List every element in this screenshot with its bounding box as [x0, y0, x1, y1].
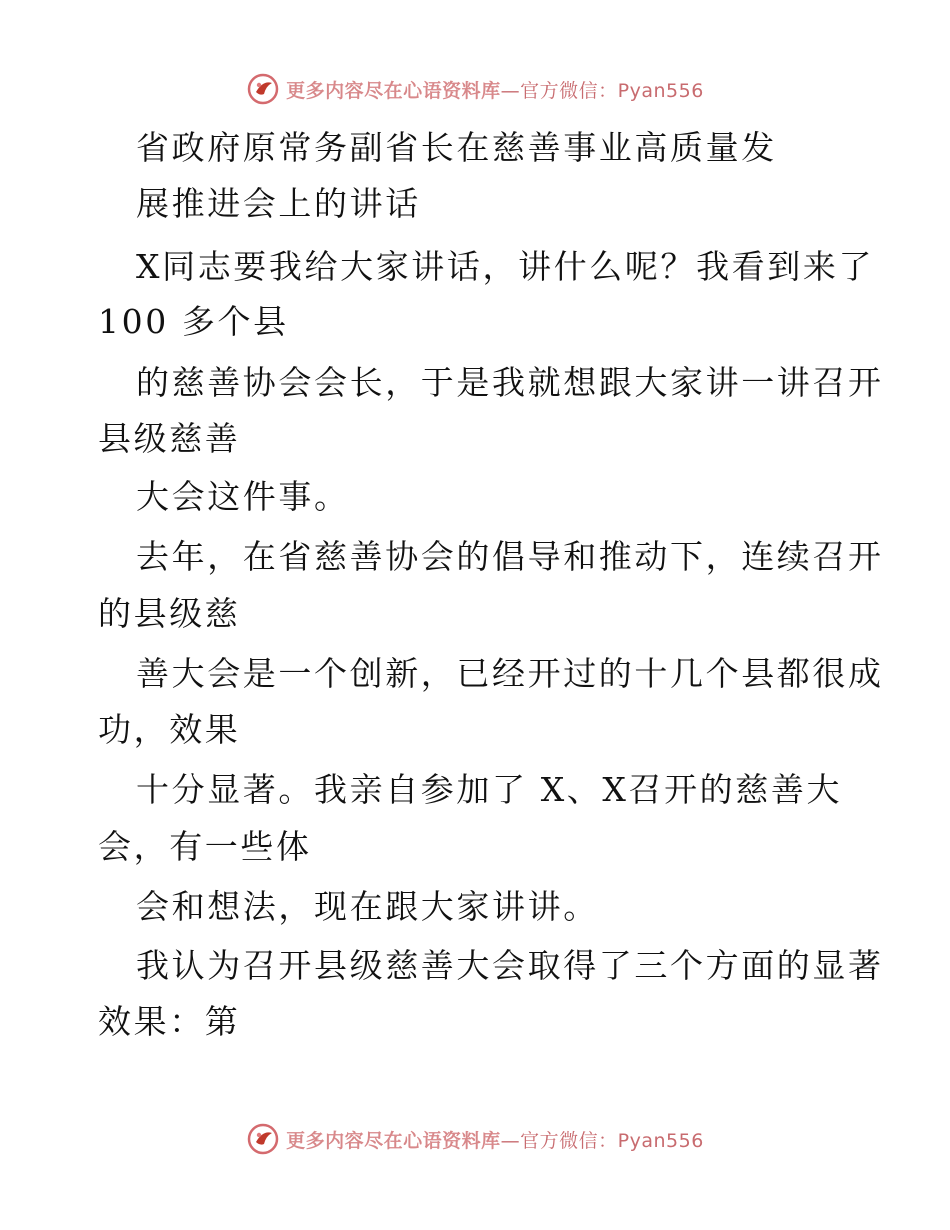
paragraph-line: 县级慈善 — [98, 419, 241, 458]
paragraph-line: 我认为召开县级慈善大会取得了三个方面的显著 — [136, 946, 884, 985]
paragraph-line: 大会这件事。 — [136, 477, 350, 516]
paragraph-line: 会和想法，现在跟大家讲讲。 — [136, 887, 599, 926]
brand-logo-icon — [246, 1122, 280, 1156]
title-line-2: 展推进会上的讲话 — [136, 184, 421, 223]
paragraph-line: 的慈善协会会长，于是我就想跟大家讲一讲召开 — [136, 363, 884, 402]
title-line-1: 省政府原常务副省长在慈善事业高质量发 — [136, 128, 777, 167]
paragraph-line: 会，有一些体 — [98, 827, 312, 866]
brand-logo-icon — [246, 72, 280, 106]
header-watermark — [0, 72, 950, 106]
footer-watermark — [0, 1122, 950, 1156]
paragraph-line: 100 多个县 — [98, 302, 289, 341]
paragraph-line: 十分显著。我亲自参加了 X、X召开的慈善大 — [136, 770, 843, 809]
paragraph-line: 善大会是一个创新，已经开过的十几个县都很成 — [136, 654, 884, 693]
watermark-text: 更多内容尽在心语资料库—官方微信：Pyan556 — [286, 1129, 704, 1152]
paragraph-line: 去年，在省慈善协会的倡导和推动下，连续召开 — [136, 537, 884, 576]
paragraph-line: 的县级慈 — [98, 594, 241, 633]
paragraph-line: X同志要我给大家讲话，讲什么呢？我看到来了 — [136, 247, 875, 286]
paragraph-line: 功，效果 — [98, 710, 241, 749]
paragraph-line: 效果：第 — [98, 1002, 241, 1041]
watermark-text: 更多内容尽在心语资料库—官方微信：Pyan556 — [286, 79, 704, 102]
